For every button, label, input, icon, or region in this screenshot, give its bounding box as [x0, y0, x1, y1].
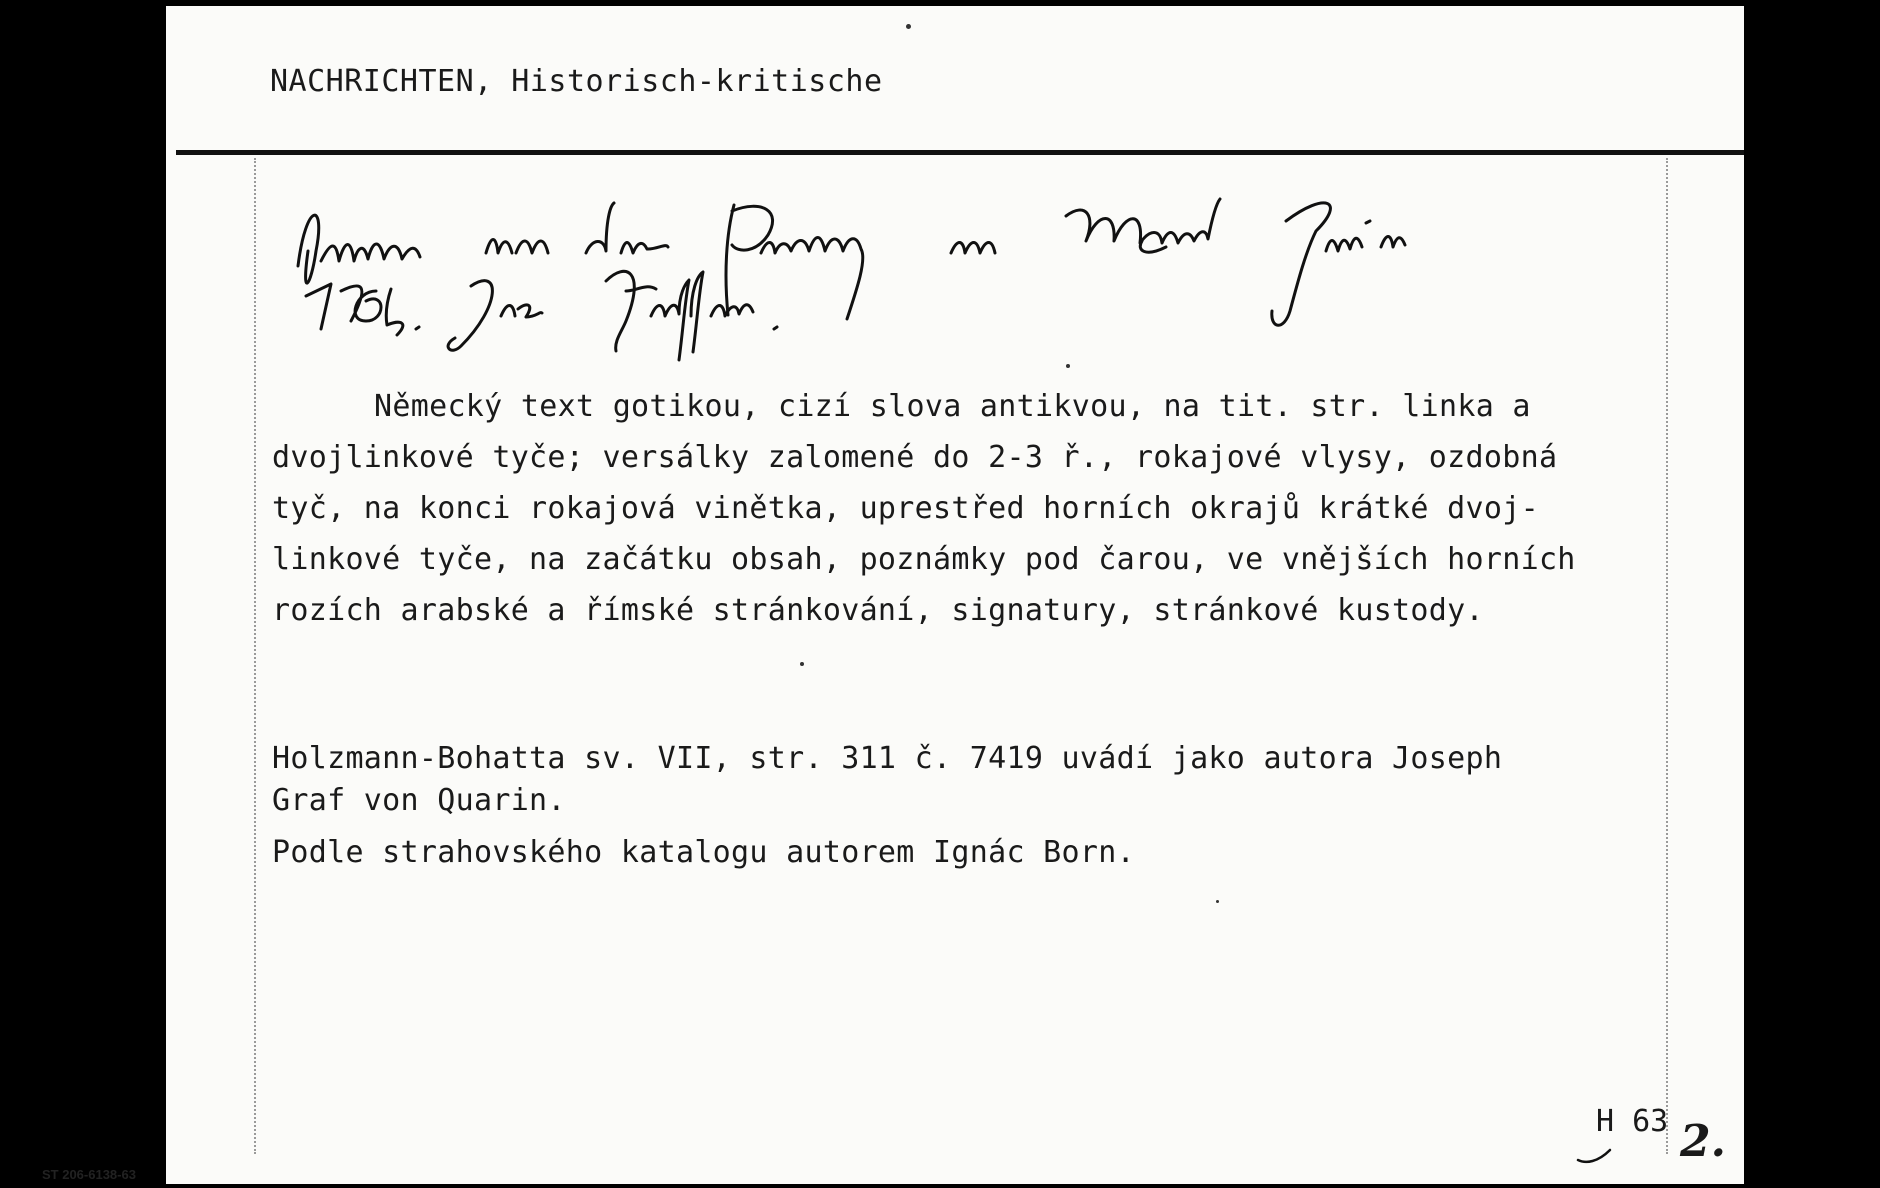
- handwritten-title-continuation: [286, 191, 1736, 371]
- reference-line: Podle strahovského katalogu autorem Ignác Born.: [272, 835, 1135, 870]
- shelfmark: H 63: [1596, 1104, 1669, 1139]
- card-header: NACHRICHTEN, Historisch-kritische: [270, 64, 883, 99]
- pen-tick-image: [1574, 1136, 1614, 1166]
- handwritten-number: 2.: [1680, 1116, 1726, 1167]
- dust-speck: [906, 24, 911, 29]
- description-line: tyč, na konci rokajová vinětka, uprestřed horních okrajů krátké dvoj-: [272, 491, 1539, 526]
- dust-speck: [1066, 364, 1070, 368]
- description-line: rozích arabské a římské stránkování, signatury, stránkové kustody.: [272, 593, 1484, 628]
- left-margin-line: [254, 158, 256, 1154]
- description-line: dvojlinkové tyče; versálky zalomené do 2-3 ř., rokajové vlysy, ozdobná: [272, 440, 1558, 475]
- pen-tick-mark: [1574, 1136, 1614, 1166]
- catalog-card: [166, 6, 1744, 1184]
- reference-line: Holzmann-Bohatta sv. VII, str. 311 č. 7419 uvádí jako autora Joseph: [272, 741, 1503, 776]
- description-paragraph: [272, 381, 1692, 636]
- references-block: [272, 738, 1502, 874]
- header-rule: [176, 150, 1744, 155]
- description-line: Německý text gotikou, cizí slova antikvou, na tit. str. linka a: [374, 389, 1531, 424]
- description-line: linkové tyče, na začátku obsah, poznámky pod čarou, ve vnějších horních: [272, 542, 1576, 577]
- dust-speck: [1216, 900, 1219, 903]
- card-print-code: ST 206-6138-63: [42, 1167, 136, 1182]
- handwriting-image: [286, 191, 1736, 371]
- reference-line: Graf von Quarin.: [272, 783, 566, 818]
- dust-speck: [800, 662, 804, 666]
